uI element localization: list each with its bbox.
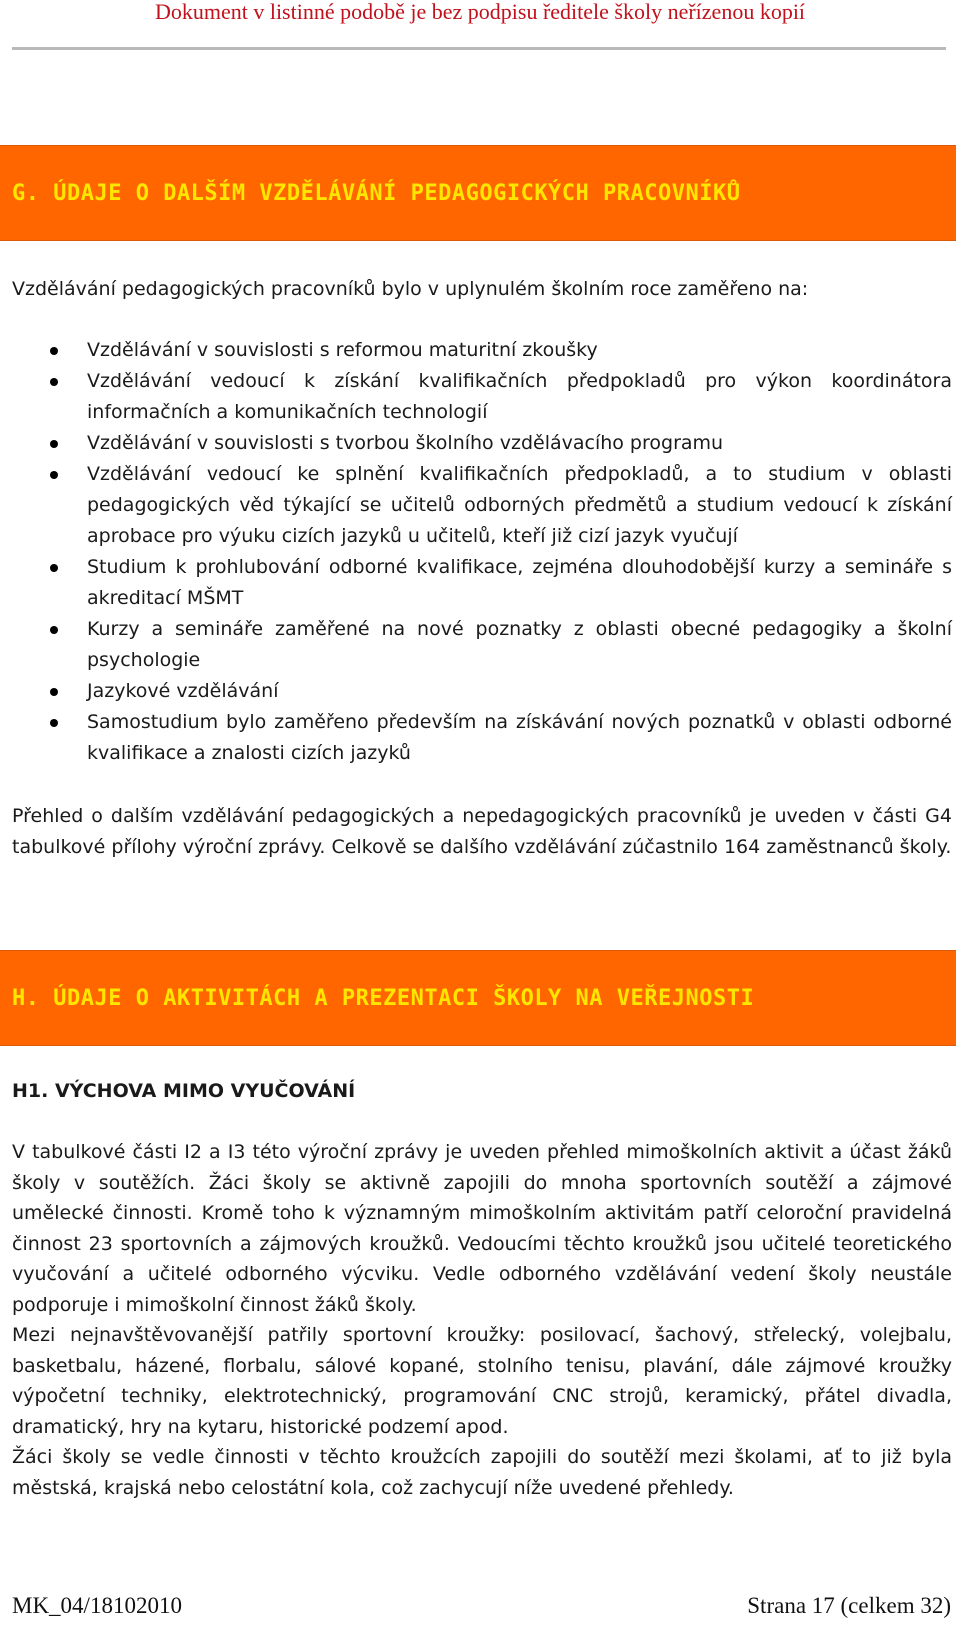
activities-text — [12, 1137, 952, 1503]
training-topics-list — [12, 335, 952, 769]
paragraph: Žáci školy se vedle činnosti v těchto kroužcích zapojili do soutěží mezi školami, ať to již byla městská, krajská nebo celostátní kola, což zachycují níže uvedené přehledy. — [12, 1446, 952, 1499]
bullet-icon — [50, 440, 58, 448]
training-overview-paragraph: Přehled o dalším vzdělávání pedagogických a nepedagogických pracovníků je uveden v části G4 tabulkové přílohy výroční zprávy. Celkově se dalšího vzdělávání zúčastnilo 164 zaměstnanců školy. — [12, 805, 952, 858]
bullet-icon — [50, 688, 58, 696]
section-g-title: G. ÚDAJE O DALŠÍM VZDĚLÁVÁNÍ PEDAGOGICKÝCH PRACOVNÍKŮ — [12, 180, 741, 206]
subsection-heading: H1. VÝCHOVA MIMO VYUČOVÁNÍ — [12, 1080, 356, 1102]
section-h-title: H. ÚDAJE O AKTIVITÁCH A PREZENTACI ŠKOLY NA VEŘEJNOSTI — [12, 985, 755, 1011]
list-item: Studium k prohlubování odborné kvalifikace, zejména dlouhodobější kurzy a semináře s akreditací MŠMT — [12, 552, 952, 614]
list-item: Vzdělávání vedoucí ke splnění kvalifikačních předpokladů, a to studium v oblasti pedagogických věd týkající se učitelů odborných předmětů a studium vedoucí k získání aprobace pro výuku cizích jazyků u učitelů, kteří již cizí jazyk vyučují — [12, 459, 952, 552]
header-divider — [12, 47, 946, 50]
paragraph: V tabulkové části I2 a I3 této výroční zprávy je uveden přehled mimoškolních aktivit a účast žáků školy v soutěžích. Žáci školy se aktivně zapojili do mnoha sportovních soutěží a zájmové umělecké činnosti. Kromě toho k významným mimoškolním aktivitám patří celoroční pravidelná činnost 23 sportovních a zájmových kroužků. Vedoucími těchto kroužků jsou učitelé teoretického vyučování a učitelé odborného výcviku. Vedle odborného vzdělávání vedení školy neustále podporuje i mimoškolní činnost žáků školy. — [12, 1141, 952, 1316]
section-g-banner — [0, 145, 956, 241]
bullet-icon — [50, 378, 58, 386]
list-item: Vzdělávání v souvislosti s tvorbou školního vzdělávacího programu — [12, 428, 952, 459]
bullet-icon — [50, 564, 58, 572]
bullet-icon — [50, 347, 58, 355]
list-item: Vzdělávání vedoucí k získání kvalifikačních předpokladů pro výkon koordinátora informačních a komunikačních technologií — [12, 366, 952, 428]
page-number: Strana 17 (celkem 32) — [747, 1593, 951, 1618]
document-code: MK_04/18102010 — [12, 1593, 182, 1618]
list-item: Samostudium bylo zaměřeno především na získávání nových poznatků v oblasti odborné kvalifikace a znalosti cizích jazyků — [12, 707, 952, 769]
bullet-icon — [50, 626, 58, 634]
bullet-icon — [50, 719, 58, 727]
list-item: Vzdělávání v souvislosti s reformou maturitní zkoušky — [12, 335, 952, 366]
paragraph: Mezi nejnavštěvovanější patřily sportovní kroužky: posilovací, šachový, střelecký, volejbalu, basketbalu, házené, florbalu, sálové kopané, stolního tenisu, plavání, dále zájmové kroužky výpočetní techniky, elektrotechnický, programování CNC strojů, keramický, přátel divadla, dramatický, hry na kytaru, historické podzemí apod. — [12, 1324, 952, 1438]
bullet-icon — [50, 471, 58, 479]
document-control-note: Dokument v listinné podobě je bez podpisu ředitele školy neřízenou kopií — [154, 0, 806, 24]
list-item: Kurzy a semináře zaměřené na nové poznatky z oblasti obecné pedagogiky a školní psychologie — [12, 614, 952, 676]
section-h-banner — [0, 950, 956, 1046]
list-item: Jazykové vzdělávání — [12, 676, 952, 707]
section-g-intro: Vzdělávání pedagogických pracovníků bylo v uplynulém školním roce zaměřeno na: — [12, 278, 809, 300]
